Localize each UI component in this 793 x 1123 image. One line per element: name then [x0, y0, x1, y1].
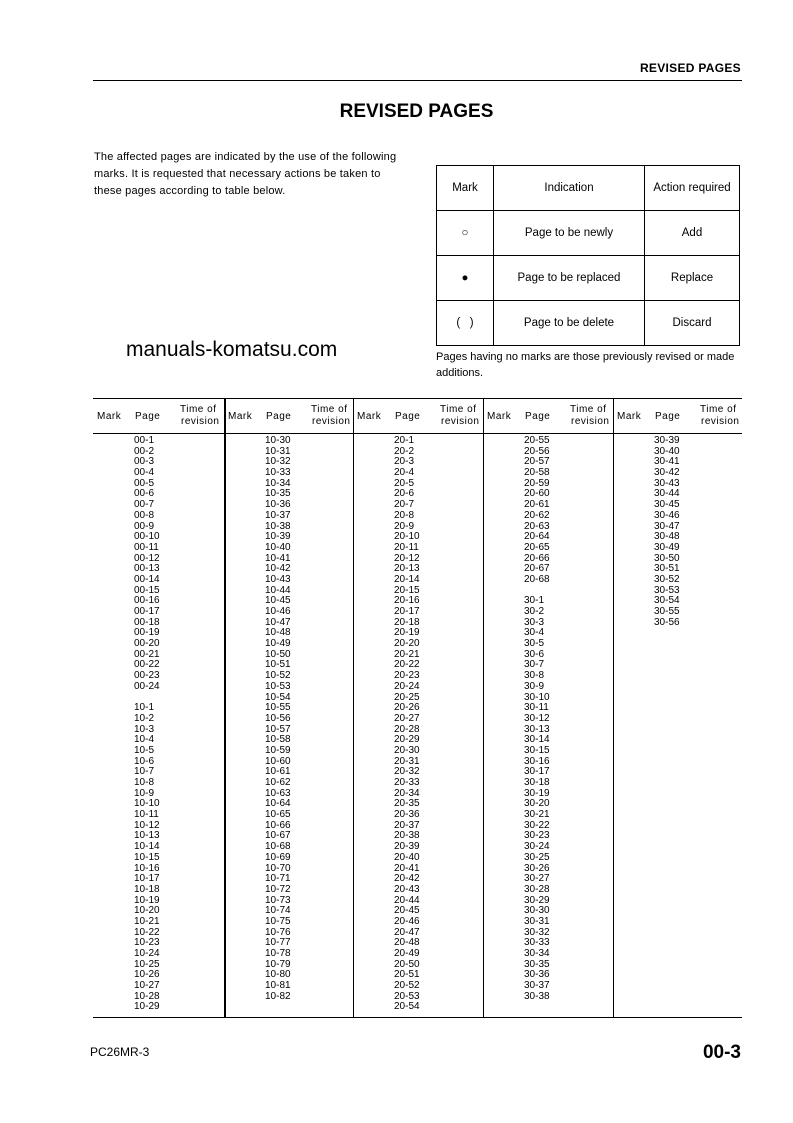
page-entry: 10-49	[265, 638, 291, 650]
page-entry: 10-63	[265, 787, 291, 799]
page-entry: 20-39	[394, 841, 420, 853]
page-entry: 10-40	[265, 541, 291, 553]
page-entry: 30-55	[654, 606, 680, 617]
page-entry: 30-36	[524, 969, 550, 981]
page-entry: 10-78	[265, 948, 291, 959]
action-header: Action required	[645, 166, 740, 211]
page-entry: 30-46	[654, 509, 680, 521]
page-entry: 30-39	[654, 435, 680, 446]
page-entry: 10-69	[265, 851, 291, 863]
page-entry: 20-24	[394, 680, 420, 692]
page-entry: 10-56	[265, 712, 291, 724]
page-entry: 20-1	[394, 435, 415, 446]
page-entry: 30-53	[654, 584, 680, 596]
page-entry: 10-4	[134, 734, 155, 746]
page-list	[524, 436, 550, 1002]
page-entry: 10-66	[265, 819, 291, 831]
page-column	[353, 399, 482, 1017]
page-entry: 20-33	[394, 777, 420, 788]
page-entry: 20-30	[394, 744, 420, 756]
page-entry: 20-59	[524, 477, 550, 489]
page-entry: 20-67	[524, 563, 550, 575]
page-entry: 30-13	[524, 723, 550, 735]
page-entry: 30-32	[524, 926, 550, 938]
page-entry: 10-42	[265, 563, 291, 575]
page-entry: 10-57	[265, 723, 291, 735]
page-entry: 10-35	[265, 488, 291, 500]
page-entry: 10-51	[265, 659, 291, 671]
page-entry: 10-1	[134, 702, 155, 714]
page-entry: 20-65	[524, 541, 550, 553]
page-entry: 10-81	[265, 980, 291, 992]
page-column	[483, 399, 612, 1017]
page-entry: 20-23	[394, 670, 420, 682]
page-entry: 20-20	[394, 638, 420, 650]
page-entry: 30-34	[524, 948, 550, 959]
page-entry: 00-14	[134, 573, 160, 585]
page-entry: 20-11	[394, 541, 419, 553]
page-entry: 00-2	[134, 445, 155, 457]
time-of-revision-header: revision	[181, 416, 220, 427]
page-entry: 10-21	[134, 915, 160, 927]
page-entry: 30-12	[524, 712, 550, 724]
page-entry: 10-48	[265, 627, 291, 639]
page-entry: 10-19	[134, 894, 160, 906]
page-entry: 30-31	[524, 915, 550, 927]
mark-column-header: Mark	[97, 411, 122, 422]
page-entry: 00-10	[134, 531, 160, 543]
page-entry: 10-28	[134, 990, 160, 1002]
page-entry: 10-70	[265, 862, 291, 874]
time-of-revision-header: Time of	[570, 404, 607, 415]
page-entry: 20-64	[524, 531, 550, 543]
page-entry: 10-73	[265, 894, 291, 906]
page-entry: 20-28	[394, 723, 420, 735]
page-entry: 10-80	[265, 969, 291, 981]
page-entry: 30-24	[524, 841, 550, 853]
page-entry: 20-48	[394, 937, 420, 949]
page-entry: 30-17	[524, 766, 550, 778]
page-entry: 10-39	[265, 531, 291, 543]
page-entry: 20-41	[394, 862, 420, 874]
page-column-header: Page	[655, 411, 681, 422]
page-entry: 20-40	[394, 851, 420, 863]
page-entry: 10-2	[134, 712, 155, 724]
page-entry: 10-74	[265, 905, 291, 917]
note-text: Pages having no marks are those previously revised or made additions.	[436, 351, 735, 379]
indication-header: Indication	[494, 166, 645, 211]
page-list	[654, 436, 680, 628]
page-entry: 20-3	[394, 456, 415, 468]
page-entry: 10-58	[265, 734, 291, 746]
page-entry: 20-6	[394, 488, 415, 500]
page-entry: 20-31	[394, 755, 420, 767]
page-entry: 00-16	[134, 595, 160, 607]
page-list	[265, 436, 291, 1002]
page-entry: 30-50	[654, 552, 680, 564]
page-entry: 30-33	[524, 937, 550, 949]
page-title: REVISED PAGES	[339, 101, 494, 122]
page-entry: 00-6	[134, 488, 155, 500]
page-entry: 20-51	[394, 969, 420, 981]
page-entry: 30-41	[654, 456, 680, 468]
page-list	[134, 436, 160, 1013]
revised-pages-table	[93, 398, 742, 1018]
page-column-header: Page	[135, 411, 161, 422]
page-entry: 20-56	[524, 445, 550, 457]
page-entry: 00-17	[134, 606, 160, 617]
page-entry: 10-7	[134, 766, 155, 778]
page-entry: 20-19	[394, 627, 420, 639]
open-circle-icon: ○	[437, 211, 494, 256]
page-entry: 30-23	[524, 830, 550, 842]
page-entry: 00-13	[134, 563, 160, 575]
page-entry: 20-50	[394, 958, 420, 970]
page-entry: 10-17	[134, 873, 160, 885]
page-entry: 10-9	[134, 787, 155, 799]
page-entry: 30-52	[654, 573, 680, 585]
page-column	[224, 399, 353, 1017]
page-entry: 10-11	[134, 809, 159, 821]
page-entry: 20-57	[524, 456, 550, 468]
page-entry: 30-54	[654, 595, 680, 607]
page-entry: 10-3	[134, 723, 155, 735]
page-entry: 20-10	[394, 531, 420, 543]
page-entry: 10-45	[265, 595, 291, 607]
page-entry: 10-25	[134, 958, 160, 970]
time-of-revision-header: Time of	[180, 404, 217, 415]
mark-column-header: Mark	[617, 411, 642, 422]
page-entry: 10-6	[134, 755, 155, 767]
page-entry: 00-12	[134, 552, 160, 564]
page-entry: 20-44	[394, 894, 420, 906]
page-entry: 10-27	[134, 980, 160, 992]
page-entry: 20-15	[394, 584, 420, 596]
page-entry: 00-22	[134, 659, 160, 671]
page-entry: 20-22	[394, 659, 420, 671]
header-rule	[93, 80, 742, 81]
page-entry: 10-53	[265, 680, 291, 692]
mark-column-header: Mark	[357, 411, 382, 422]
page-entry: 10-8	[134, 777, 155, 788]
page-entry: 10-15	[134, 851, 160, 863]
page-entry: 10-65	[265, 809, 291, 821]
page-entry: 30-30	[524, 905, 550, 917]
page-list	[394, 436, 420, 1013]
page-entry: 10-14	[134, 841, 160, 853]
page-entry: 00-4	[134, 467, 155, 479]
time-of-revision-header: Time of	[311, 404, 348, 415]
page-entry: 20-52	[394, 980, 420, 992]
page-entry: 20-61	[524, 499, 550, 511]
page-entry: 20-34	[394, 787, 420, 799]
page-entry: 30-10	[524, 691, 550, 703]
page-entry: 10-43	[265, 573, 291, 585]
action-cell: Discard	[645, 301, 740, 346]
page-entry: 30-26	[524, 862, 550, 874]
page-entry: 10-47	[265, 616, 291, 628]
page-entry: 00-1	[134, 435, 155, 446]
filled-circle-icon: ●	[437, 256, 494, 301]
page-entry: 20-60	[524, 488, 550, 500]
page-entry: 20-8	[394, 509, 415, 521]
page-entry: 20-63	[524, 520, 550, 532]
page-entry: 20-18	[394, 616, 420, 628]
mark-legend-table	[436, 165, 740, 346]
page-entry: 10-77	[265, 937, 291, 949]
page-entry: 00-20	[134, 638, 160, 650]
page-entry: 10-32	[265, 456, 291, 468]
page-entry: 10-23	[134, 937, 160, 949]
page-entry: 20-62	[524, 509, 550, 521]
page-entry: 20-17	[394, 606, 420, 617]
page-entry: 10-46	[265, 606, 291, 617]
page-entry: 20-26	[394, 702, 420, 714]
page-entry: 10-62	[265, 777, 291, 788]
action-cell: Add	[645, 211, 740, 256]
page-entry: 20-36	[394, 809, 420, 821]
time-of-revision-header: revision	[312, 416, 351, 427]
page-entry: 20-5	[394, 477, 415, 489]
page-entry: 10-67	[265, 830, 291, 842]
page-entry: 30-16	[524, 755, 550, 767]
page-entry: 30-51	[654, 563, 680, 575]
page-entry: 20-68	[524, 573, 550, 585]
time-of-revision-header: revision	[441, 416, 480, 427]
indication-cell: Page to be newly	[494, 211, 645, 256]
time-of-revision-header: Time of	[440, 404, 477, 415]
page-entry: 10-61	[265, 766, 291, 778]
page-entry: 30-22	[524, 819, 550, 831]
page-entry: 30-56	[654, 616, 680, 628]
page-column	[93, 399, 222, 1017]
page-entry: 30-28	[524, 883, 550, 895]
page-entry: 10-64	[265, 798, 291, 810]
time-of-revision-header: revision	[701, 416, 740, 427]
page-entry: 30-9	[524, 680, 545, 692]
page-entry: 10-36	[265, 499, 291, 511]
page-entry: 30-1	[524, 595, 545, 607]
page-entry: 10-13	[134, 830, 160, 842]
page-entry: 20-66	[524, 552, 550, 564]
indication-cell: Page to be delete	[494, 301, 645, 346]
page-entry: 00-9	[134, 520, 155, 532]
page-entry: 10-55	[265, 702, 291, 714]
page-entry: 20-49	[394, 948, 420, 959]
running-header: REVISED PAGES	[639, 61, 741, 75]
page-entry: 20-58	[524, 467, 550, 479]
page-entry: 10-68	[265, 841, 291, 853]
page-entry: 20-38	[394, 830, 420, 842]
mark-column-header: Mark	[228, 411, 253, 422]
page-entry: 20-14	[394, 573, 420, 585]
model-number: PC26MR-3	[90, 1045, 150, 1059]
page-entry: 10-72	[265, 883, 291, 895]
page-entry: 30-27	[524, 873, 550, 885]
page-entry: 20-46	[394, 915, 420, 927]
time-of-revision-header: revision	[571, 416, 610, 427]
page-entry: 30-18	[524, 777, 550, 788]
mark-column-header: Mark	[487, 411, 512, 422]
mark-header: Mark	[437, 166, 494, 211]
page-entry: 30-49	[654, 541, 680, 553]
page-entry: 20-35	[394, 798, 420, 810]
page-entry: 30-37	[524, 980, 550, 992]
page-entry: 20-27	[394, 712, 420, 724]
page-entry: 10-20	[134, 905, 160, 917]
page-entry: 10-34	[265, 477, 291, 489]
page-entry: 10-24	[134, 948, 160, 959]
page-entry: 30-21	[524, 809, 550, 821]
page-entry: 20-43	[394, 883, 420, 895]
page-entry: 30-48	[654, 531, 680, 543]
page-column-header: Page	[395, 411, 421, 422]
page-entry: 30-4	[524, 627, 545, 639]
page-entry: 00-8	[134, 509, 155, 521]
page-entry: 10-44	[265, 584, 291, 596]
page-entry: 20-7	[394, 499, 415, 511]
page-entry: 00-3	[134, 456, 155, 468]
page-entry: 00-11	[134, 541, 159, 553]
page-entry: 10-33	[265, 467, 291, 479]
page-entry: 30-43	[654, 477, 680, 489]
page-entry: 10-76	[265, 926, 291, 938]
page-entry: 20-9	[394, 520, 415, 532]
page-entry: 20-29	[394, 734, 420, 746]
page-entry: 00-18	[134, 616, 160, 628]
page-entry: 10-12	[134, 819, 160, 831]
page-column	[613, 399, 742, 1017]
page-entry: 20-21	[394, 648, 420, 660]
page-entry: 20-54	[394, 1001, 420, 1013]
page-entry: 00-23	[134, 670, 160, 682]
page-entry: 30-42	[654, 467, 680, 479]
page-entry: 20-2	[394, 445, 415, 457]
page-entry: 00-21	[134, 648, 160, 660]
page-entry: 10-50	[265, 648, 291, 660]
watermark: manuals-komatsu.com	[126, 338, 338, 361]
page-entry: 30-29	[524, 894, 550, 906]
page-entry: 30-35	[524, 958, 550, 970]
page-entry: 30-40	[654, 445, 680, 457]
page-entry: 10-5	[134, 744, 155, 756]
page-entry: 20-32	[394, 766, 420, 778]
page-entry: 20-16	[394, 595, 420, 607]
intro-text: The affected pages are indicated by the use of the following marks. It is requested that necessary actions be taken to these pages according to table below.	[94, 151, 397, 197]
page-entry: 20-25	[394, 691, 420, 703]
page-entry: 10-41	[265, 552, 291, 564]
page-entry: 10-71	[265, 873, 291, 885]
time-of-revision-header: Time of	[700, 404, 737, 415]
page-entry: 30-6	[524, 648, 545, 660]
page-entry: 10-22	[134, 926, 160, 938]
page-entry: 30-25	[524, 851, 550, 863]
page-entry: 20-53	[394, 990, 420, 1002]
page-entry: 10-31	[265, 445, 291, 457]
action-cell: Replace	[645, 256, 740, 301]
page-entry: 10-16	[134, 862, 160, 874]
page-entry: 20-4	[394, 467, 415, 479]
page-entry: 30-11	[524, 702, 549, 714]
page-entry: 20-42	[394, 873, 420, 885]
page-entry: 30-15	[524, 744, 550, 756]
page-entry: 10-60	[265, 755, 291, 767]
indication-cell: Page to be replaced	[494, 256, 645, 301]
page-entry: 30-7	[524, 659, 545, 671]
page-entry: 30-2	[524, 606, 545, 617]
page-entry: 30-14	[524, 734, 550, 746]
page-entry: 30-20	[524, 798, 550, 810]
page-entry: 30-5	[524, 638, 545, 650]
page-entry: 30-38	[524, 990, 550, 1002]
page-entry: 30-19	[524, 787, 550, 799]
page-entry: 30-47	[654, 520, 680, 532]
page-entry: 10-52	[265, 670, 291, 682]
page-entry: 00-24	[134, 680, 160, 692]
page-entry: 00-15	[134, 584, 160, 596]
page-entry: 00-7	[134, 499, 155, 511]
page-entry: 30-44	[654, 488, 680, 500]
page-entry: 20-55	[524, 435, 550, 446]
page-entry: 20-13	[394, 563, 420, 575]
page-entry: 00-19	[134, 627, 160, 639]
page-entry: 10-29	[134, 1001, 160, 1013]
page-entry: 10-75	[265, 915, 291, 927]
page-entry: 20-47	[394, 926, 420, 938]
page-number: 00-3	[702, 1042, 741, 1063]
page-entry: 20-37	[394, 819, 420, 831]
page-entry: 10-10	[134, 798, 160, 810]
page-entry: 10-38	[265, 520, 291, 532]
page-column-header: Page	[525, 411, 551, 422]
parentheses-icon: ( )	[437, 301, 494, 346]
page-entry: 00-5	[134, 477, 155, 489]
page-entry: 10-26	[134, 969, 160, 981]
page-entry: 10-79	[265, 958, 291, 970]
page-entry: 10-59	[265, 744, 291, 756]
page-entry: 30-3	[524, 616, 545, 628]
page-entry: 30-45	[654, 499, 680, 511]
page-entry: 30-8	[524, 670, 545, 682]
page-entry: 10-82	[265, 990, 291, 1002]
page-entry: 20-45	[394, 905, 420, 917]
page-entry: 10-30	[265, 435, 291, 446]
page-entry: 20-12	[394, 552, 420, 564]
page-entry: 10-37	[265, 509, 291, 521]
page-column-header: Page	[266, 411, 292, 422]
page-entry: 10-54	[265, 691, 291, 703]
page-entry: 10-18	[134, 883, 160, 895]
